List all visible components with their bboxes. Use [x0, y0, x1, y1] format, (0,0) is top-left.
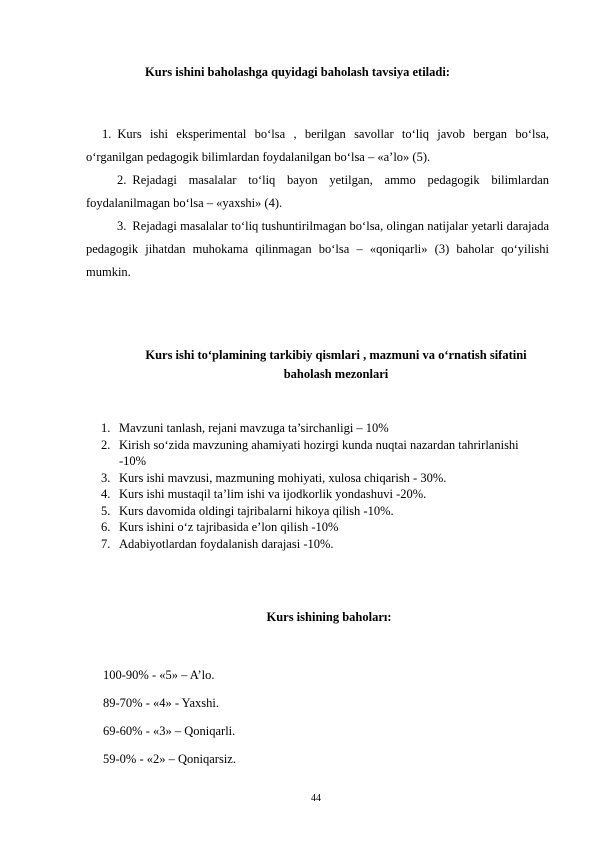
grade-line: 69-60% - «3» – Qoniqarli. [103, 724, 236, 738]
page-number: 44 [311, 793, 321, 804]
list-item [101, 420, 521, 437]
list-item [101, 437, 521, 470]
section2-heading-line2: baholash mezonlari [283, 367, 389, 381]
item-number: 6. [101, 520, 111, 534]
criteria-list [101, 420, 521, 552]
list-item [101, 536, 521, 553]
section1-item-2 [86, 169, 549, 215]
item-number: 7. [101, 536, 111, 551]
item-text: Mavzuni tanlash, rejani mavzuga ta’sirchanligi – 10% [119, 421, 389, 435]
section2-heading-line1: Kurs ishi to‘plamining tarkibiy qismlari , mazmuni va o‘rnatish sifatini [145, 348, 527, 362]
section1-item-1 [86, 123, 549, 169]
item-text: Kurs ishi mavzusi, mazmuning mohiyati, xulosa chiqarish - 30%. [119, 470, 447, 485]
list-item [101, 486, 521, 503]
item-text: Kurs ishi mustaqil ta’lim ishi va ijodkorlik yondashuvi -20%. [119, 487, 427, 501]
item-text: Adabiyotlardan foydalanish darajasi -10%. [119, 536, 334, 551]
item-text: Rejadagi masalalar to‘liq tushuntirilmagan bo‘lsa, olingan natijalar yetarli darajada pedagogik jihatdan muhokama qilinmagan bo‘lsa – «qoniqarli» (3) baholar qo‘yilishi mumkin. [86, 219, 549, 279]
section1-item-3 [86, 215, 549, 284]
item-text: Kurs ishi eksperimental bo‘lsa , berilgan savollar to‘liq javob bergan bo‘lsa, o‘rganilgan pedagogik bilimlardan foydalanilgan bo‘lsa – «a’lo» (5). [86, 127, 549, 164]
list-item [101, 503, 521, 520]
section1-heading: Kurs ishini baholashga quyidagi baholash tavsiya etiladi: [145, 65, 450, 79]
item-number: 3. [101, 470, 111, 485]
item-text: Kurs davomida oldingi tajribalarni hikoya qilish -10%. [119, 503, 394, 518]
item-number: 4. [101, 487, 111, 501]
section3-heading: Kurs ishining bahoları: [266, 610, 392, 624]
item-number: 5. [101, 503, 111, 518]
item-text: Kurs ishini o‘z tajribasida e’lon qilish -10% [119, 520, 339, 534]
grade-line: 100-90% - «5» – A’lo. [103, 668, 215, 682]
item-text: Kirish so‘zida mavzuning ahamiyati hozirgi kunda nuqtai nazardan tahrirlanishi -10% [119, 437, 519, 468]
list-item [101, 470, 521, 487]
grade-line: 59-0% - «2» – Qoniqarsiz. [103, 752, 236, 766]
grade-line: 89-70% - «4» - Yaxshi. [103, 696, 219, 710]
list-item [101, 519, 521, 536]
item-number: 2. [117, 173, 127, 187]
item-text: Rejadagi masalalar to‘liq bayon yetilgan, ammo pedagogik bilimlardan foydalanilmagan bo‘lsa – «yaxshi» (4). [86, 173, 549, 210]
item-number: 3. [117, 219, 127, 233]
item-number: 1. [101, 421, 111, 435]
item-number: 2. [101, 437, 111, 452]
item-number: 1. [102, 127, 112, 141]
